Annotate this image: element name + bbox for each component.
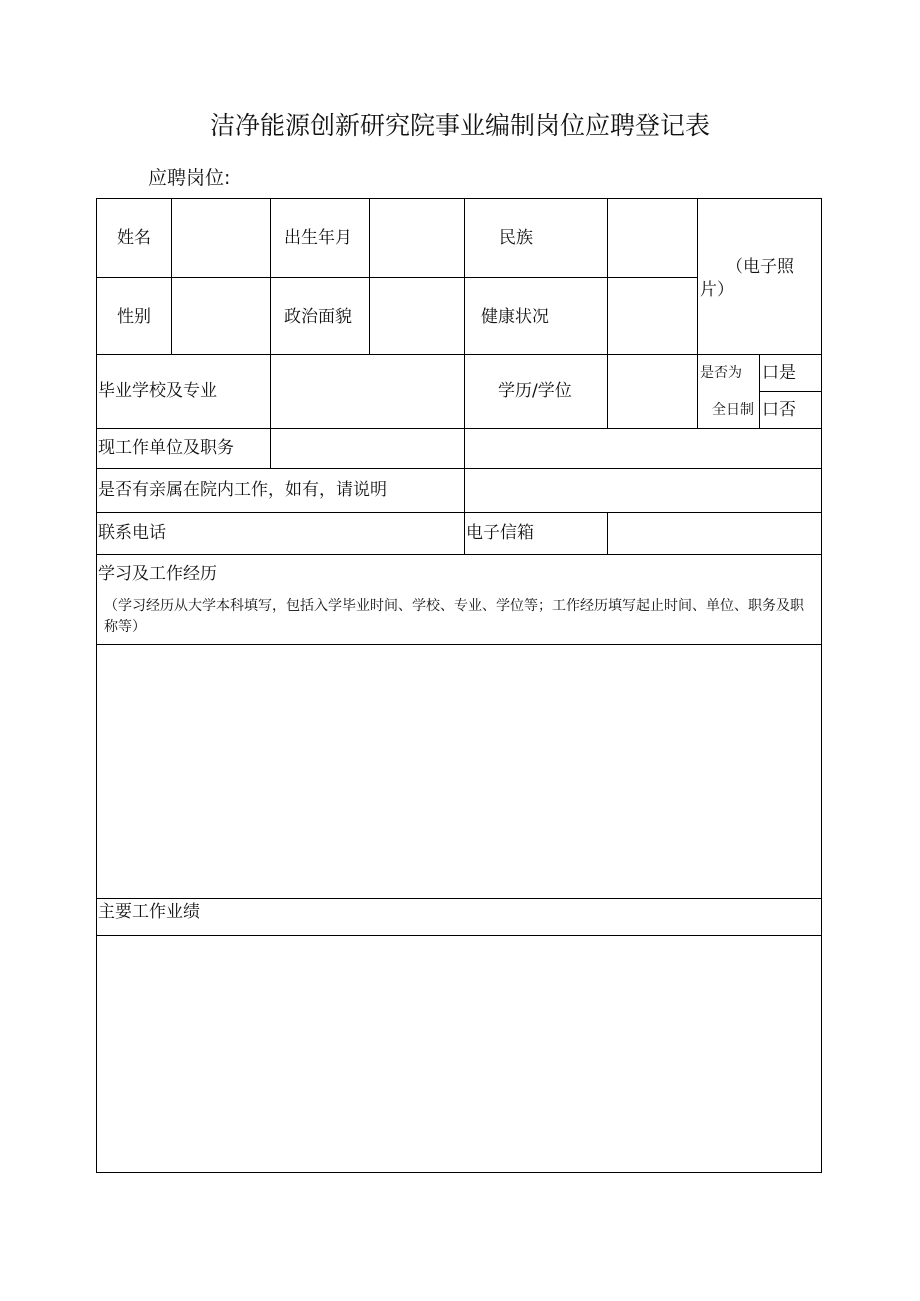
label-photo: （电子照片） xyxy=(700,257,794,300)
label-degree: 学历/学位 xyxy=(498,381,572,401)
row-line xyxy=(96,468,822,469)
row-line xyxy=(96,198,822,199)
row-line xyxy=(96,512,822,513)
row-line xyxy=(96,644,822,645)
row-line xyxy=(96,1172,822,1173)
form-title: 洁净能源创新研究院事业编制岗位应聘登记表 xyxy=(209,111,710,140)
label-ethnicity: 民族 xyxy=(499,228,533,248)
label-name: 姓名 xyxy=(117,228,151,248)
row-line xyxy=(96,354,822,355)
label-fulltime-a: 是否为 xyxy=(700,365,742,381)
label-gender: 性别 xyxy=(117,307,151,327)
label-fulltime-b: 全日制 xyxy=(712,402,754,418)
label-political: 政治面貌 xyxy=(284,307,352,327)
label-birth: 出生年月 xyxy=(284,228,352,248)
label-employer: 现工作单位及职务 xyxy=(98,438,234,458)
row-line xyxy=(96,898,822,899)
col-line xyxy=(171,198,172,354)
label-school: 毕业学校及专业 xyxy=(98,381,217,401)
option-no[interactable]: 口否 xyxy=(762,400,796,420)
col-line xyxy=(697,198,698,428)
col-line xyxy=(369,198,370,354)
label-achievements: 主要工作业绩 xyxy=(98,902,200,922)
table-border-left xyxy=(96,198,97,1173)
row-line xyxy=(759,391,822,392)
table-border-right xyxy=(821,198,822,1173)
label-email: 电子信箱 xyxy=(466,523,534,543)
history-note: （学习经历从大学本科填写，包括入学毕业时间、学校、专业、学位等；工作经历填写起止时间、单位、职务及职称等） xyxy=(104,598,804,635)
option-yes[interactable]: 口是 xyxy=(762,363,796,383)
label-phone: 联系电话 xyxy=(98,523,166,543)
position-label: 应聘岗位: xyxy=(148,167,231,189)
label-health: 健康状况 xyxy=(481,307,549,327)
label-relatives: 是否有亲属在院内工作，如有，请说明 xyxy=(98,480,387,500)
col-line xyxy=(607,512,608,554)
row-line xyxy=(96,935,822,936)
row-line xyxy=(96,428,822,429)
row-line xyxy=(96,554,822,555)
col-line xyxy=(464,198,465,554)
col-line xyxy=(607,198,608,428)
row-line xyxy=(96,277,697,278)
label-history: 学习及工作经历 xyxy=(98,564,217,584)
